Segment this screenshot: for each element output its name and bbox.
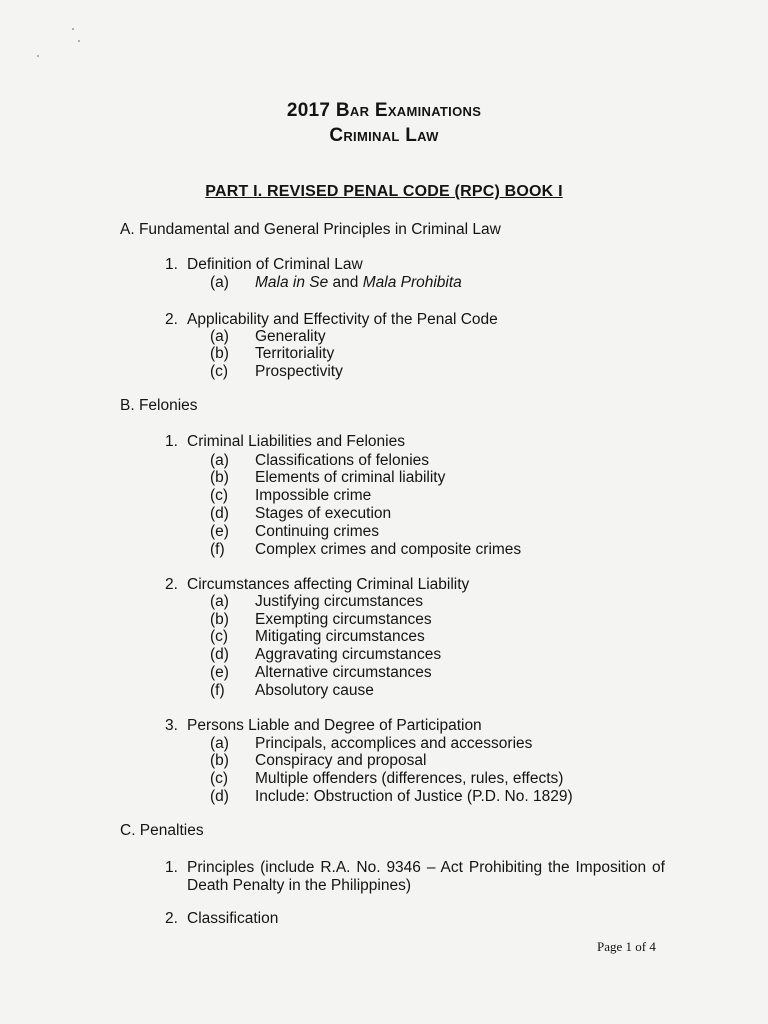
- sub-text: Multiple offenders (differences, rules, effects): [255, 770, 564, 787]
- sub-label: (b): [210, 469, 229, 486]
- sub-label: (c): [210, 363, 229, 380]
- part-heading: PART I. REVISED PENAL CODE (RPC) BOOK I: [205, 183, 563, 200]
- list-item: [165, 859, 665, 895]
- sub-label: (a): [210, 452, 229, 469]
- scan-speck: [37, 55, 39, 57]
- sub-item: [210, 788, 573, 806]
- list-item: [165, 910, 278, 928]
- sub-item: [210, 646, 441, 664]
- sub-label: (d): [210, 646, 229, 663]
- sub-label: (a): [210, 735, 229, 752]
- item-number: 1.: [165, 256, 178, 273]
- scan-speck: [72, 28, 74, 30]
- item-text: Classification: [187, 910, 279, 927]
- item-text: Principles (include R.A. No. 9346 – Act Prohibiting the Imposition of Death Penalty in the Philippines): [187, 859, 665, 894]
- sub-text: and: [328, 274, 363, 291]
- sub-item: [210, 487, 371, 505]
- item-number: 2.: [165, 311, 178, 328]
- item-number: 3.: [165, 717, 178, 734]
- sub-label: (f): [210, 682, 225, 699]
- sub-text: Elements of criminal liability: [255, 469, 446, 486]
- sub-text: Stages of execution: [255, 505, 392, 522]
- sub-item: [210, 752, 426, 770]
- sub-item: [210, 452, 429, 470]
- sub-text: Absolutory cause: [255, 682, 374, 699]
- sub-item: [210, 593, 423, 611]
- sub-text: Complex crimes and composite crimes: [255, 541, 522, 558]
- item-number: 2.: [165, 576, 178, 593]
- item-text: Persons Liable and Degree of Participation: [187, 717, 482, 734]
- sub-label: (c): [210, 770, 229, 787]
- section-a-heading: A. Fundamental and General Principles in Criminal Law: [120, 221, 501, 238]
- sub-label: (b): [210, 752, 229, 769]
- list-item: [165, 717, 482, 735]
- sub-label: (b): [210, 345, 229, 362]
- sub-text: Principals, accomplices and accessories: [255, 735, 533, 752]
- section-b-heading: B. Felonies: [120, 397, 198, 414]
- sub-text: Exempting circumstances: [255, 611, 432, 628]
- sub-label: (c): [210, 487, 229, 504]
- sub-text: Impossible crime: [255, 487, 372, 504]
- sub-item: [210, 274, 462, 292]
- sub-text: Continuing crimes: [255, 523, 380, 540]
- sub-item: [210, 770, 563, 788]
- sub-item: [210, 628, 425, 646]
- sub-label: (e): [210, 523, 229, 540]
- sub-text: Territoriality: [255, 345, 335, 362]
- sub-text: Justifying circumstances: [255, 593, 423, 610]
- item-number: 2.: [165, 910, 178, 927]
- scan-speck: [78, 40, 80, 42]
- sub-label: (f): [210, 541, 225, 558]
- sub-label: (d): [210, 788, 229, 805]
- sub-item: [210, 523, 379, 541]
- sub-text: Prospectivity: [255, 363, 343, 380]
- sub-text: Classifications of felonies: [255, 452, 430, 469]
- sub-text: Alternative circumstances: [255, 664, 432, 681]
- title-block: [0, 98, 768, 148]
- sub-item: [210, 664, 432, 682]
- sub-item: [210, 541, 521, 559]
- sub-text: Include: Obstruction of Justice (P.D. No. 1829): [255, 788, 573, 805]
- sub-label: (d): [210, 505, 229, 522]
- sub-label: (a): [210, 593, 229, 610]
- sub-text-italic: Mala Prohibita: [362, 274, 462, 291]
- list-item: [165, 433, 405, 451]
- item-text: Definition of Criminal Law: [187, 256, 363, 273]
- sub-text: Mitigating circumstances: [255, 628, 425, 645]
- sub-item: [210, 505, 391, 523]
- item-text: Criminal Liabilities and Felonies: [187, 433, 405, 450]
- sub-label: (e): [210, 664, 229, 681]
- sub-item: [210, 735, 532, 753]
- sub-text: Generality: [255, 328, 326, 345]
- sub-label: (a): [210, 328, 229, 345]
- sub-item: [210, 363, 343, 381]
- sub-item: [210, 469, 445, 487]
- document-title: 2017 Bar Examinations: [286, 100, 482, 121]
- sub-text-italic: Mala in Se: [255, 274, 329, 291]
- page-number: Page 1 of 4: [597, 939, 656, 954]
- list-item: [165, 311, 498, 329]
- item-number: 1.: [165, 859, 178, 876]
- sub-item: [210, 682, 374, 700]
- sub-item: [210, 328, 326, 346]
- sub-text: Conspiracy and proposal: [255, 752, 427, 769]
- item-text: Circumstances affecting Criminal Liability: [187, 576, 470, 593]
- document-subtitle: Criminal Law: [329, 125, 439, 146]
- section-c-heading: C. Penalties: [120, 822, 204, 839]
- sub-text: Aggravating circumstances: [255, 646, 442, 663]
- sub-item: [210, 611, 432, 629]
- list-item: [165, 576, 469, 594]
- sub-label: (a): [210, 274, 229, 291]
- sub-label: (c): [210, 628, 229, 645]
- sub-label: (b): [210, 611, 229, 628]
- list-item: [165, 256, 363, 274]
- sub-item: [210, 345, 334, 363]
- item-number: 1.: [165, 433, 178, 450]
- item-text: Applicability and Effectivity of the Penal Code: [187, 311, 498, 328]
